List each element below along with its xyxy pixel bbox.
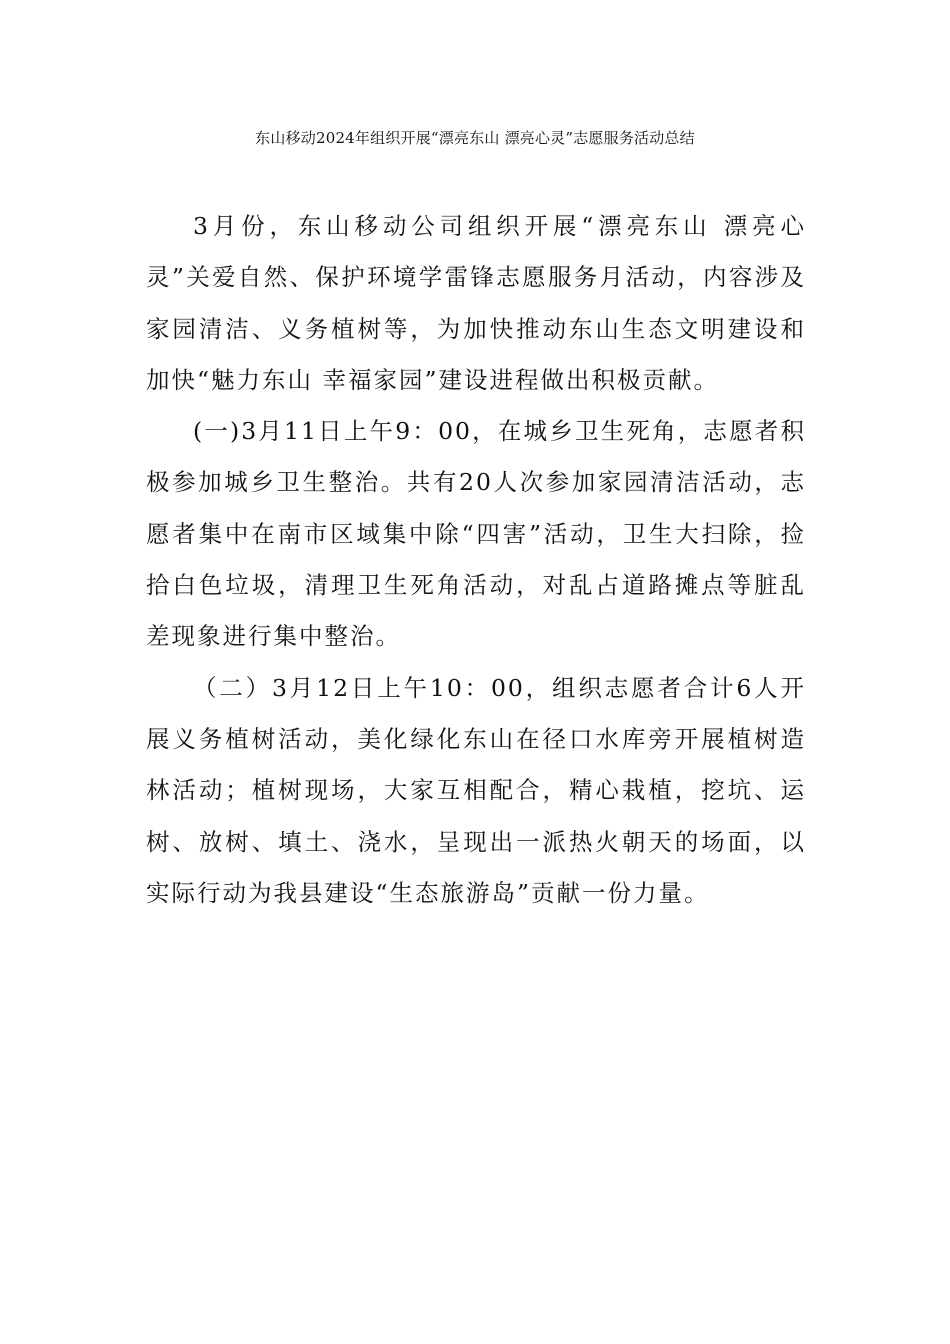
document-body <box>146 201 806 919</box>
paragraph-cleanup: (一)3月11日上午9：00，在城乡卫生死角，志愿者积极参加城乡卫生整治。共有20人次参加家园清洁活动，志愿者集中在南市区域集中除“四害”活动，卫生大扫除，捡拾白色垃圾，清理卫生死角活动，对乱占道路摊点等脏乱差现象进行集中整治。 <box>146 417 806 651</box>
paragraph-tree-planting: （二）3月12日上午10：00，组织志愿者合计6人开展义务植树活动，美化绿化东山在径口水库旁开展植树造林活动；植树现场，大家互相配合，精心栽植，挖坑、运树、放树、填土、浇水，呈现出一派热火朝天的场面，以实际行动为我县建设“生态旅游岛”贡献一份力量。 <box>146 673 806 907</box>
paragraph-intro: 3月份，东山移动公司组织开展“漂亮东山 漂亮心灵”关爱自然、保护环境学雷锋志愿服务月活动，内容涉及家园清洁、义务植树等，为加快推动东山生态文明建设和加快“魅力东山 幸福家园”建设进程做出积极贡献。 <box>146 212 806 394</box>
document-title: 东山移动2024年组织开展“漂亮东山 漂亮心灵”志愿服务活动总结 <box>255 129 695 147</box>
